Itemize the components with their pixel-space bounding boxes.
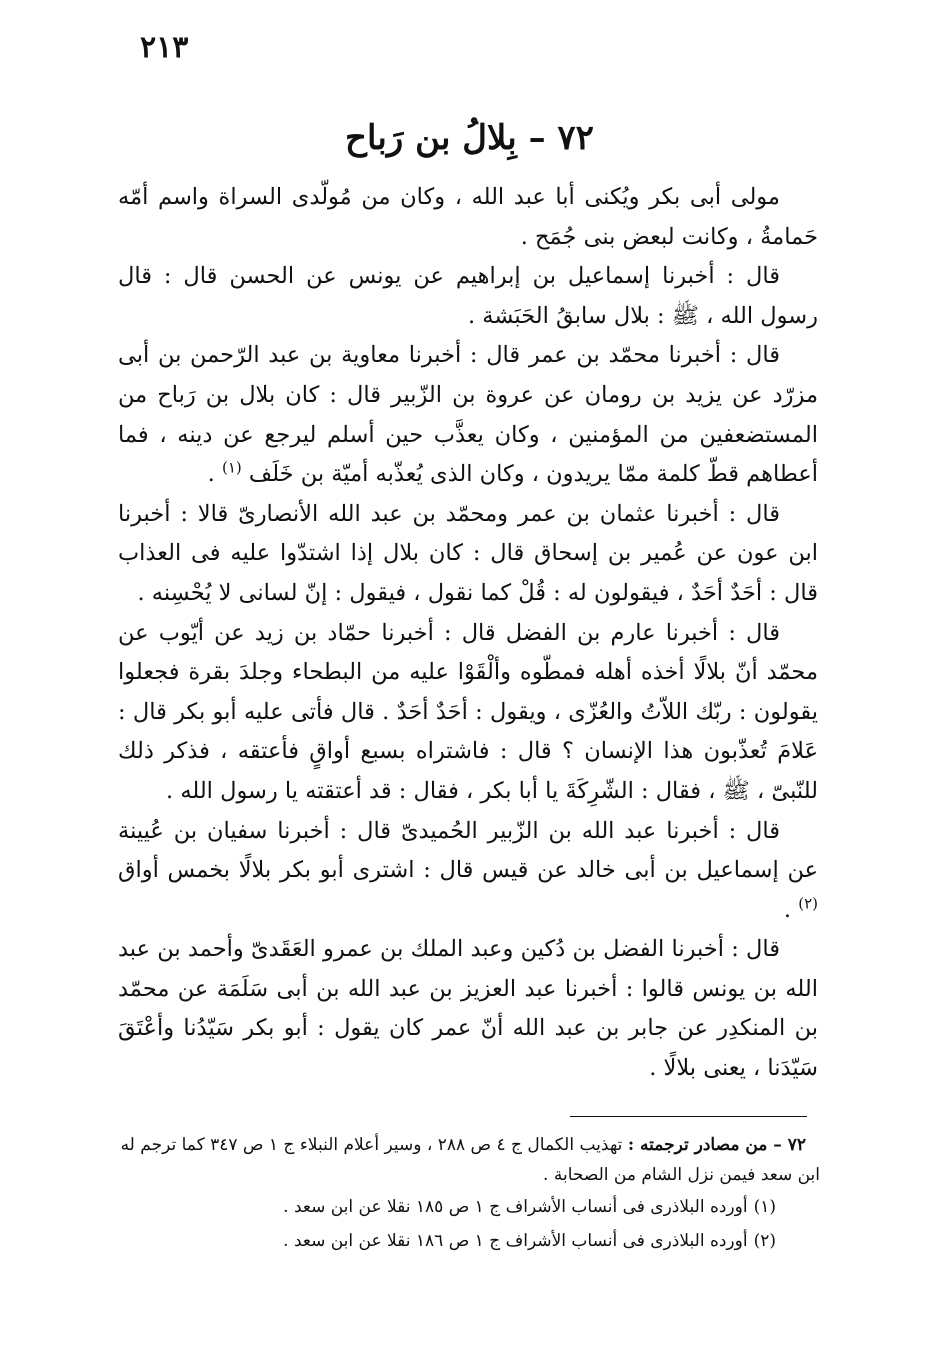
footnote xyxy=(110,1190,820,1224)
footnote-ref[interactable]: (١) xyxy=(221,458,242,477)
paragraph xyxy=(118,495,818,614)
paragraph-text: قال : أخبرنا عارم بن الفضل قال : أخبرنا حمّاد بن زيد عن أيّوب عن محمّد أنّ بلالًا أخذه أهله فمطّوه وألْقَوْا عليه من البطحاء وجلدَ بقرة فجعلوا يقولون : ربّك اللاّتُ والعُزّى ، ويقول : أحَدٌ أحَدٌ . قال فأتى عليه أبو بكر قال : عَلامَ تُعذّبون هذا الإنسان ؟ قال : فاشتراه بسبع أواقٍ فأعتقه ، فذكر ذلك للنّبىّ ، ﷺ ، فقال : الشّرِكَةَ يا أبا بكر ، فقال : قد أعتقته يا رسول الله . xyxy=(118,619,818,804)
paragraph xyxy=(118,336,818,494)
paragraph-text: قال : أخبرنا الفضل بن دُكين وعبد الملك بن عمرو العَقَدىّ وأحمد بن عبد الله بن يونس قالوا : أخبرنا عبد العزيز بن عبد الله بن أبى سَلَمَة عن محمّد بن المنكدِر عن جابر بن عبد الله أنّ عمر كان يقول : أبو بكر سَيّدُنا وأعْتَقَ سَيّدَنا ، يعنى بلالًا . xyxy=(118,936,818,1082)
paragraph xyxy=(118,257,818,336)
footnotes xyxy=(110,1130,820,1258)
paragraph-tail: . xyxy=(783,896,799,923)
paragraph-tail: . xyxy=(207,461,222,488)
paragraph xyxy=(118,812,818,931)
paragraph xyxy=(118,178,818,257)
paragraph-text: مولى أبى بكر ويُكنى أبا عبد الله ، وكان من مُولّدى السراة واسم أمّه حَمامةُ ، وكانت لبعض بنى جُمَح . xyxy=(118,184,818,250)
footnote-divider xyxy=(570,1116,807,1117)
footnote-ref[interactable]: (٢) xyxy=(798,894,818,913)
footnote-text: أورده البلاذرى فى أنساب الأشراف ج ١ ص ١٨٥ نقلا عن ابن سعد . xyxy=(283,1197,748,1217)
paragraph xyxy=(118,930,818,1088)
footnote xyxy=(110,1224,820,1258)
page-number: ٢١٣ xyxy=(140,30,189,65)
paragraph-text: قال : أخبرنا عبد الله بن الزّبير الحُميدىّ قال : أخبرنا سفيان بن عُيينة عن إسماعيل بن أبى خالد عن قيس قال : اشترى أبو بكر بلالًا بخمس أواق xyxy=(118,817,818,884)
chapter-title xyxy=(0,118,939,158)
chapter-name: بِلالُ بن رَباح xyxy=(345,118,517,158)
footnote-number: (١) xyxy=(753,1197,776,1217)
paragraph-text: قال : أخبرنا محمّد بن عمر قال : أخبرنا معاوية بن عبد الرّحمن بن أبى مزرّد عن يزيد بن رومان عن عروة بن الزّبير قال : كان بلال بن رَباح من المستضعفين من المؤمنين ، وكان يعذَّب حين أسلم ليرجع عن دينه ، فما أعطاهم قطّ كلمة ممّا يريدون ، وكان الذى يُعذّبه أميّة بن خَلَف xyxy=(118,342,818,488)
sources-label: ٧٢ – من مصادر ترجمته : xyxy=(627,1135,806,1155)
body-text xyxy=(118,178,818,1089)
paragraph-text: قال : أخبرنا إسماعيل بن إبراهيم عن يونس عن الحسن قال : قال رسول الله ، ﷺ : بلال سابقُ الحَبَشة . xyxy=(118,263,818,329)
chapter-number: ٧٢ xyxy=(557,118,594,158)
sources-note xyxy=(110,1130,820,1190)
paragraph xyxy=(118,614,818,812)
footnote-number: (٢) xyxy=(753,1231,776,1251)
paragraph-text: قال : أخبرنا عثمان بن عمر ومحمّد بن عبد الله الأنصارىّ قالا : أخبرنا ابن عون عن عُمير بن إسحاق قال : كان بلال إذا اشتدّوا عليه فى العذاب قال : أحَدٌ أحَدٌ ، فيقولون له : قُلْ كما نقول ، فيقول : إنّ لسانى لا يُحْسِنه . xyxy=(118,500,818,606)
footnote-text: أورده البلاذرى فى أنساب الأشراف ج ١ ص ١٨٦ نقلا عن ابن سعد . xyxy=(283,1231,748,1251)
sources-text: تهذيب الكمال ج ٤ ص ٢٨٨ ، وسير أعلام النبلاء ج ١ ص ٣٤٧ كما ترجم له ابن سعد فيمن نزل الشام من الصحابة . xyxy=(120,1135,820,1185)
chapter-separator: – xyxy=(528,118,546,158)
